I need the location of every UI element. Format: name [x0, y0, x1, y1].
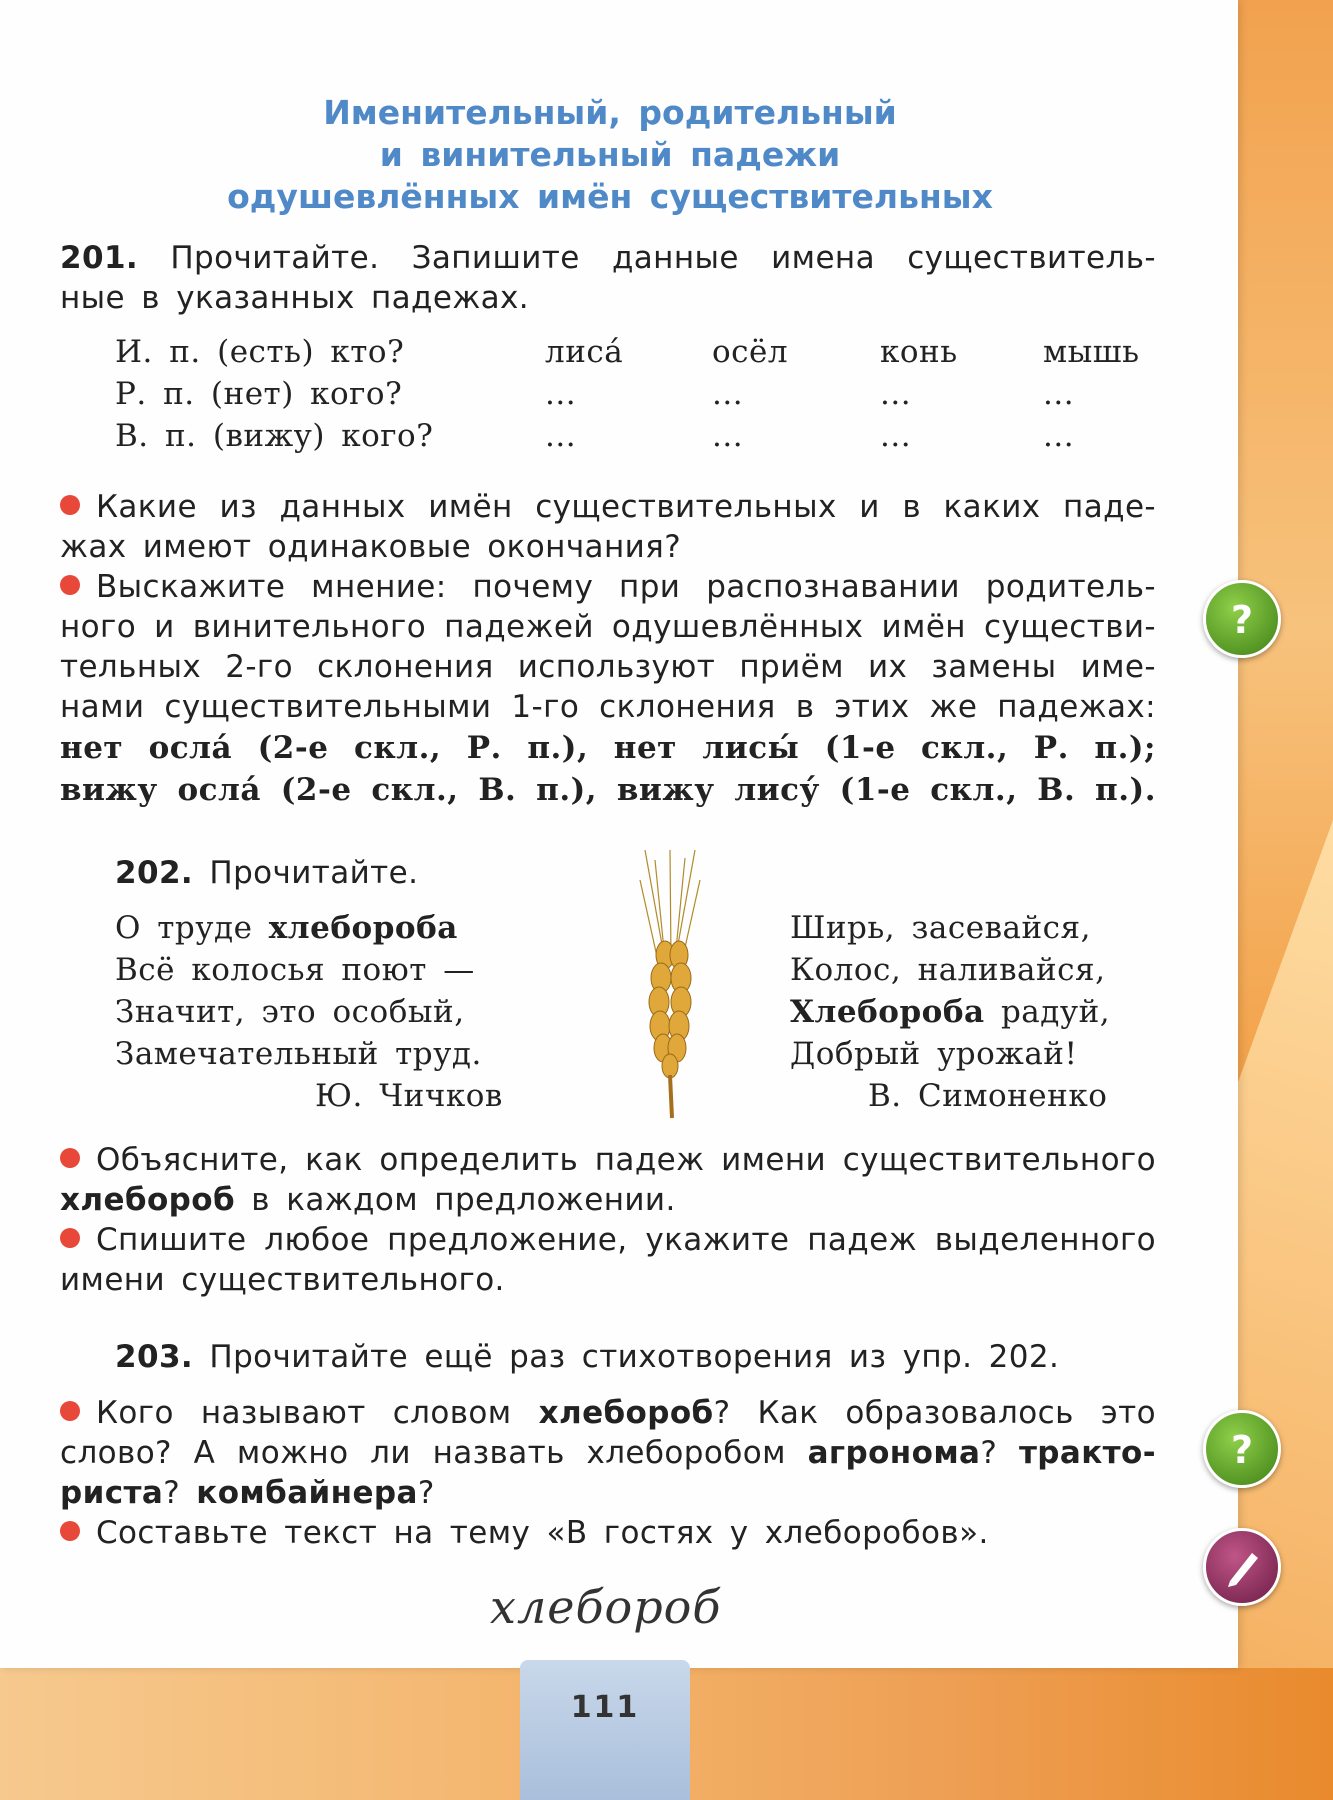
poem2-author: В. Симоненко — [868, 1078, 1108, 1114]
table-cell: ... — [712, 376, 744, 412]
poem1-line4: Замечательный труд. — [115, 1036, 482, 1072]
table-cell: ... — [880, 418, 912, 454]
table-cell: ... — [880, 376, 912, 412]
bullet-icon — [60, 495, 80, 515]
ex201-example-line2: вижу осла́ (2-е скл., В. п.), вижу лису́ (1-е скл., В. п.). — [60, 772, 1156, 808]
ex201-question2-line1: Выскажите мнение: почему при распознавании родитель- — [60, 567, 1156, 607]
poem2-line3: Хлебороба радуй, — [790, 994, 1111, 1030]
ex201-question2-line4: нами существительными 1-го склонения в этих же падежах: — [60, 689, 1156, 725]
table-cell: ... — [545, 376, 577, 412]
page-title-line2: и винительный падежи — [379, 135, 841, 174]
ex203-question1-line3: риста? комбайнера? — [60, 1475, 435, 1511]
ex203-question2: Составьте текст на тему «В гостях у хлеборобов». — [60, 1513, 1156, 1553]
table-cell: ... — [545, 418, 577, 454]
ex201-example-line1: нет осла́ (2-е скл., Р. п.), нет лисы́ (1-е скл., Р. п.); — [60, 730, 1156, 766]
page-number-tab — [520, 1660, 690, 1800]
table-cell: лиса́ — [545, 334, 624, 370]
ex202-question2-line1: Спишите любое предложение, укажите падеж выделенного — [60, 1220, 1156, 1260]
table-cell: мышь — [1043, 334, 1140, 370]
table-cell: ... — [1043, 418, 1075, 454]
case-row-3: В. п. (вижу) кого? — [115, 418, 434, 454]
ex202-task: 202. Прочитайте. — [115, 855, 419, 891]
question-icon — [1203, 580, 1281, 658]
poem2-line2: Колос, наливайся, — [790, 952, 1106, 988]
ex203-number: 203. — [115, 1339, 194, 1375]
table-cell: конь — [880, 334, 958, 370]
case-row-2: Р. п. (нет) кого? — [115, 376, 403, 412]
poem1-line3: Значит, это особый, — [115, 994, 465, 1030]
ex201-task-line2: ные в указанных падежах. — [60, 280, 530, 316]
wheat-ear-icon — [615, 850, 725, 1120]
ex202-number: 202. — [115, 855, 194, 891]
ex203-question1-line2: слово? А можно ли назвать хлеборобом агронома? тракто- — [60, 1435, 1156, 1471]
ex201-question2-line3: тельных 2-го склонения используют приём их замены име- — [60, 649, 1156, 685]
page-title-line3: одушевлённых имён существительных — [227, 177, 993, 216]
ex201-question2-line2: ного и винительного падежей одушевлённых имён существи- — [60, 609, 1156, 645]
svg-text:?: ? — [1230, 1428, 1254, 1472]
bullet-icon — [60, 1228, 80, 1248]
ex202-question1-line1: Объясните, как определить падеж имени существительного — [60, 1140, 1156, 1180]
bullet-icon — [60, 1148, 80, 1168]
bullet-icon — [60, 1521, 80, 1541]
page-number: 111 — [570, 1690, 640, 1725]
poem2-line4: Добрый урожай! — [790, 1036, 1078, 1072]
page-title-line1: Именительный, родительный — [323, 93, 897, 132]
table-cell: ... — [1043, 376, 1075, 412]
bullet-icon — [60, 575, 80, 595]
poem1-line2: Всё колосья поют — — [115, 952, 475, 988]
poem1-line1: О труде хлебороба — [115, 910, 458, 946]
poem1-author: Ю. Чичков — [315, 1078, 503, 1114]
handwritten-word: хлебороб — [490, 1580, 722, 1634]
pen-icon — [1203, 1528, 1281, 1606]
ex201-question1-line2: жах имеют одинаковые окончания? — [60, 529, 682, 565]
bullet-icon — [60, 1401, 80, 1421]
ex202-question2-line2: имени существительного. — [60, 1262, 505, 1298]
ex203-question1-line1: Кого называют словом хлебороб? Как образовалось это — [60, 1393, 1156, 1433]
ex201-question1-line1: Какие из данных имён существительных и в каких паде- — [60, 487, 1156, 527]
table-cell: осёл — [712, 334, 789, 370]
ex202-question1-line2: хлебороб в каждом предложении. — [60, 1182, 676, 1218]
svg-text:?: ? — [1230, 598, 1254, 642]
ex201-number: 201. — [60, 240, 139, 276]
case-row-1: И. п. (есть) кто? — [115, 334, 405, 370]
ex203-task: 203. Прочитайте ещё раз стихотворения из упр. 202. — [115, 1339, 1060, 1375]
table-cell: ... — [712, 418, 744, 454]
ex201-task-line1: 201. Прочитайте. Запишите данные имена существитель- — [60, 240, 1156, 276]
question-icon — [1203, 1410, 1281, 1488]
poem2-line1: Ширь, засевайся, — [790, 910, 1091, 946]
